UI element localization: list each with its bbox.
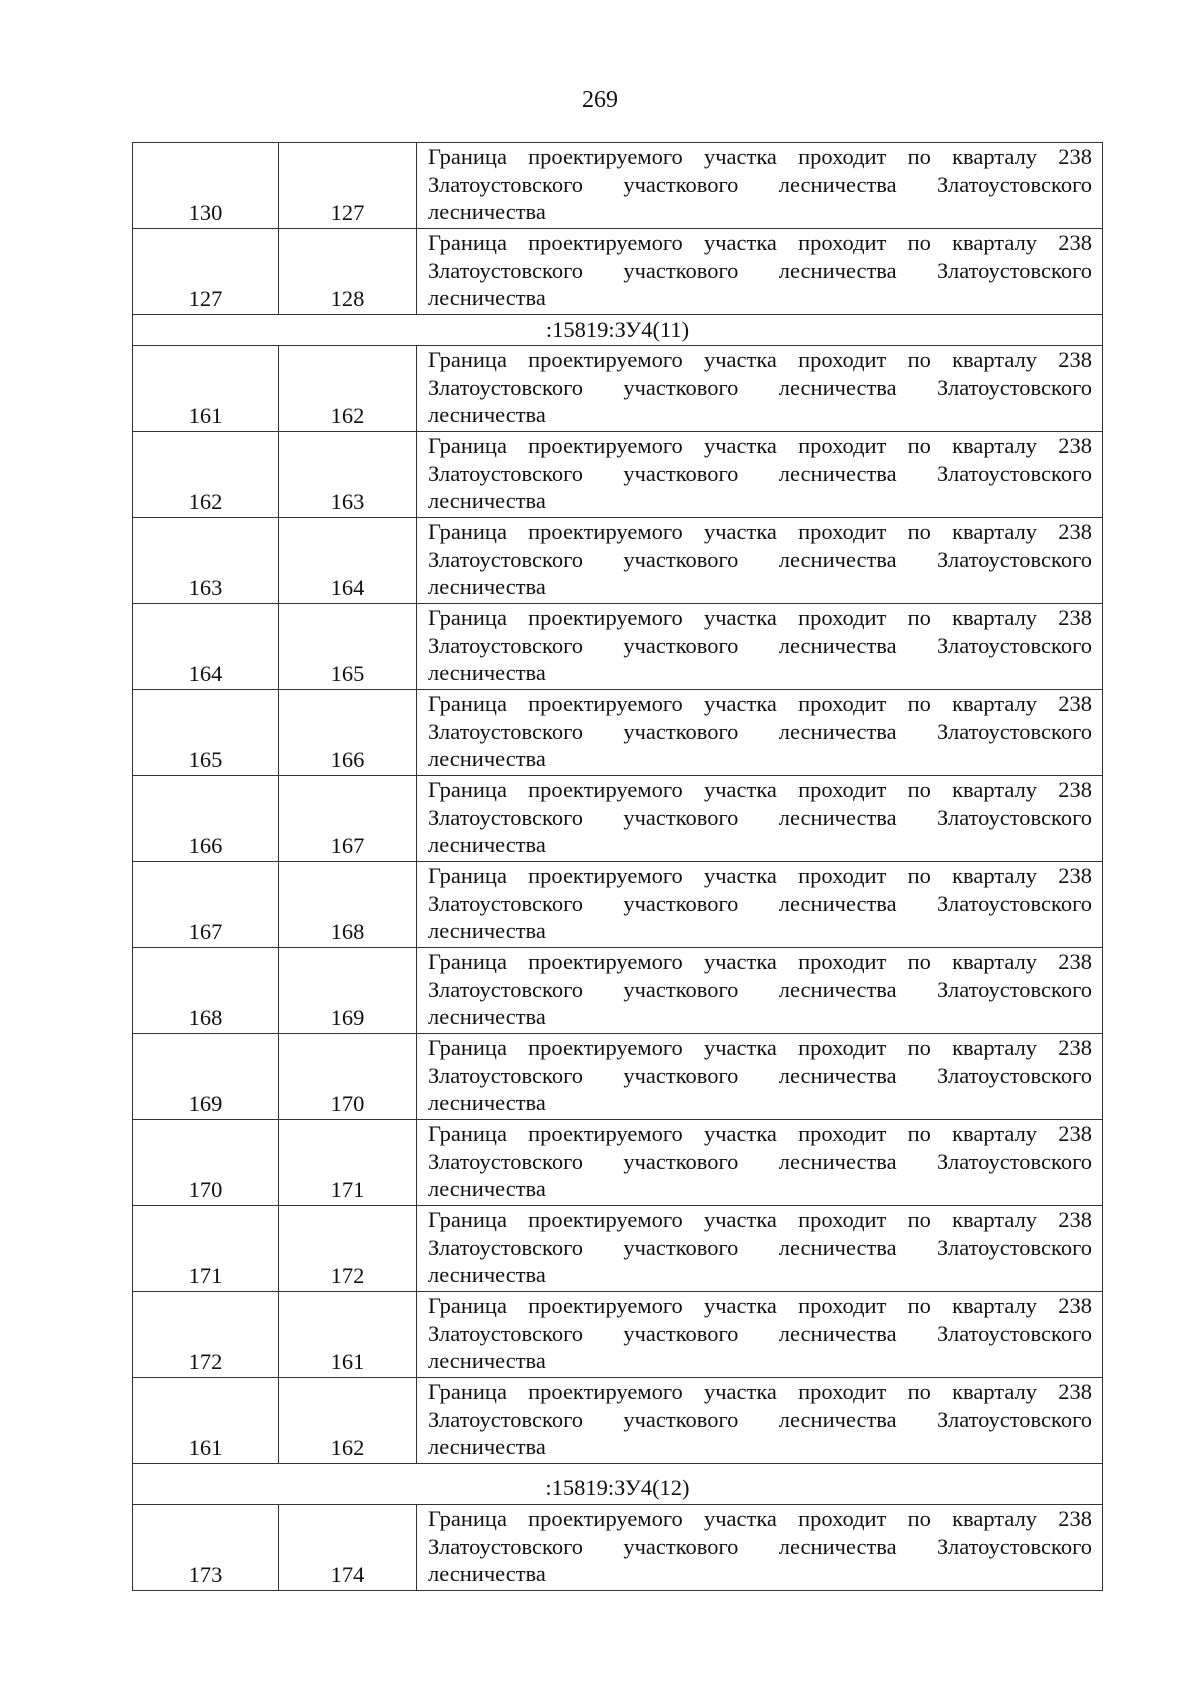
description-cell: Граница проектируемого участка проходит по кварталу 238 Златоустовского участкового лесничества Златоустовского лесничества xyxy=(417,862,1103,948)
from-point-cell: 168 xyxy=(133,948,279,1034)
from-point-cell: 167 xyxy=(133,862,279,948)
description-cell: Граница проектируемого участка проходит по кварталу 238 Златоустовского участкового лесничества Златоустовского лесничества xyxy=(417,1206,1103,1292)
table-row xyxy=(133,518,1103,604)
description-cell: Граница проектируемого участка проходит по кварталу 238 Златоустовского участкового лесничества Златоустовского лесничества xyxy=(417,1292,1103,1378)
table-row xyxy=(133,776,1103,862)
to-point-cell: 163 xyxy=(279,432,417,518)
to-point-cell: 161 xyxy=(279,1292,417,1378)
to-point-cell: 171 xyxy=(279,1120,417,1206)
description-cell: Граница проектируемого участка проходит по кварталу 238 Златоустовского участкового лесничества Златоустовского лесничества xyxy=(417,948,1103,1034)
table-row xyxy=(133,143,1103,229)
table-row xyxy=(133,948,1103,1034)
from-point-cell: 164 xyxy=(133,604,279,690)
table-row xyxy=(133,346,1103,432)
group-header-row xyxy=(133,1464,1103,1505)
description-cell: Граница проектируемого участка проходит по кварталу 238 Златоустовского участкового лесничества Златоустовского лесничества xyxy=(417,143,1103,229)
page-number: 269 xyxy=(582,87,618,113)
description-cell: Граница проектируемого участка проходит по кварталу 238 Златоустовского участкового лесничества Златоустовского лесничества xyxy=(417,1034,1103,1120)
description-cell: Граница проектируемого участка проходит по кварталу 238 Златоустовского участкового лесничества Златоустовского лесничества xyxy=(417,346,1103,432)
to-point-cell: 164 xyxy=(279,518,417,604)
to-point-cell: 170 xyxy=(279,1034,417,1120)
table-row xyxy=(133,229,1103,315)
to-point-cell: 127 xyxy=(279,143,417,229)
description-cell: Граница проектируемого участка проходит по кварталу 238 Златоустовского участкового лесничества Златоустовского лесничества xyxy=(417,518,1103,604)
description-cell: Граница проектируемого участка проходит по кварталу 238 Златоустовского участкового лесничества Златоустовского лесничества xyxy=(417,1505,1103,1591)
table-row xyxy=(133,604,1103,690)
from-point-cell: 170 xyxy=(133,1120,279,1206)
to-point-cell: 162 xyxy=(279,346,417,432)
from-point-cell: 171 xyxy=(133,1206,279,1292)
from-point-cell: 162 xyxy=(133,432,279,518)
to-point-cell: 165 xyxy=(279,604,417,690)
description-cell: Граница проектируемого участка проходит по кварталу 238 Златоустовского участкового лесничества Златоустовского лесничества xyxy=(417,1120,1103,1206)
from-point-cell: 173 xyxy=(133,1505,279,1591)
from-point-cell: 161 xyxy=(133,1378,279,1464)
table-row xyxy=(133,1034,1103,1120)
to-point-cell: 162 xyxy=(279,1378,417,1464)
table-row xyxy=(133,690,1103,776)
from-point-cell: 163 xyxy=(133,518,279,604)
to-point-cell: 168 xyxy=(279,862,417,948)
from-point-cell: 127 xyxy=(133,229,279,315)
from-point-cell: 172 xyxy=(133,1292,279,1378)
to-point-cell: 174 xyxy=(279,1505,417,1591)
description-cell: Граница проектируемого участка проходит по кварталу 238 Златоустовского участкового лесничества Златоустовского лесничества xyxy=(417,432,1103,518)
from-point-cell: 169 xyxy=(133,1034,279,1120)
from-point-cell: 166 xyxy=(133,776,279,862)
table-row xyxy=(133,1206,1103,1292)
description-cell: Граница проектируемого участка проходит по кварталу 238 Златоустовского участкового лесничества Златоустовского лесничества xyxy=(417,1378,1103,1464)
from-point-cell: 165 xyxy=(133,690,279,776)
to-point-cell: 128 xyxy=(279,229,417,315)
group-label: :15819:ЗУ4(11) xyxy=(133,315,1103,346)
table-row xyxy=(133,862,1103,948)
to-point-cell: 169 xyxy=(279,948,417,1034)
group-header-row xyxy=(133,315,1103,346)
to-point-cell: 172 xyxy=(279,1206,417,1292)
group-label: :15819:ЗУ4(12) xyxy=(133,1464,1103,1505)
table-row xyxy=(133,1292,1103,1378)
description-cell: Граница проектируемого участка проходит по кварталу 238 Златоустовского участкового лесничества Златоустовского лесничества xyxy=(417,604,1103,690)
table-row xyxy=(133,432,1103,518)
description-cell: Граница проектируемого участка проходит по кварталу 238 Златоустовского участкового лесничества Златоустовского лесничества xyxy=(417,776,1103,862)
to-point-cell: 166 xyxy=(279,690,417,776)
from-point-cell: 161 xyxy=(133,346,279,432)
description-cell: Граница проектируемого участка проходит по кварталу 238 Златоустовского участкового лесничества Златоустовского лесничества xyxy=(417,690,1103,776)
table-row xyxy=(133,1120,1103,1206)
from-point-cell: 130 xyxy=(133,143,279,229)
table-row xyxy=(133,1505,1103,1591)
boundary-table xyxy=(132,142,1103,1591)
table-row xyxy=(133,1378,1103,1464)
description-cell: Граница проектируемого участка проходит по кварталу 238 Златоустовского участкового лесничества Златоустовского лесничества xyxy=(417,229,1103,315)
to-point-cell: 167 xyxy=(279,776,417,862)
boundary-table-body xyxy=(133,143,1103,1591)
